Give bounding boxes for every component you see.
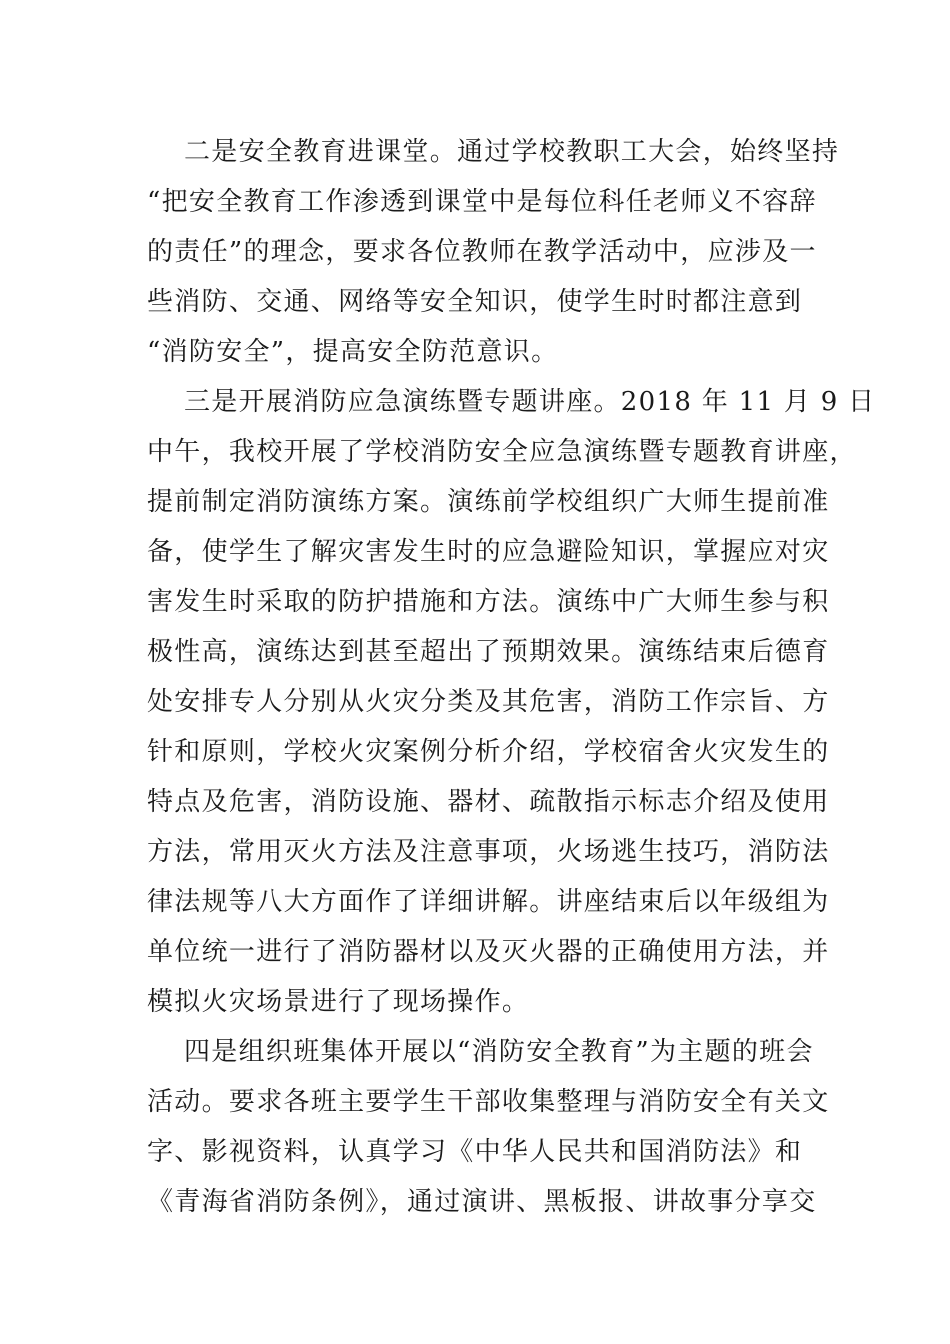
paragraph-2-line-4: 备，使学生了解灾害发生时的应急避险知识，掌握应对灾 (147, 537, 830, 567)
paragraph-3-line-3: 字、影视资料，认真学习《中华人民共和国消防法》和 (147, 1137, 803, 1167)
paragraph-3-line-1: 四是组织班集体开展以“消防安全教育”为主题的班会 (184, 1037, 814, 1067)
paragraph-2-line-6: 极性高，演练达到甚至超出了预期效果。演练结束后德育 (147, 637, 830, 667)
paragraph-1-line-4: 些消防、交通、网络等安全知识，使学生时时都注意到 (147, 287, 803, 317)
paragraph-2-line-8: 针和原则，学校火灾案例分析介绍，学校宿舍火灾发生的 (147, 737, 830, 767)
paragraph-2-line-3: 提前制定消防演练方案。演练前学校组织广大师生提前准 (147, 487, 830, 517)
paragraph-2-line-2: 中午，我校开展了学校消防安全应急演练暨专题教育讲座， (147, 437, 857, 467)
paragraph-3-line-4: 《青海省消防条例》，通过演讲、黑板报、讲故事分享交 (147, 1187, 817, 1217)
paragraph-2-line-1: 三是开展消防应急演练暨专题讲座。2018 年 11 月 9 日 (184, 387, 876, 417)
paragraph-2-line-12: 单位统一进行了消防器材以及灭火器的正确使用方法，并 (147, 937, 830, 967)
paragraph-2-line-9: 特点及危害，消防设施、器材、疏散指示标志介绍及使用 (147, 787, 830, 817)
paragraph-2-line-10: 方法，常用灭火方法及注意事项，火场逃生技巧，消防法 (147, 837, 830, 867)
paragraph-2-line-11: 律法规等八大方面作了详细讲解。讲座结束后以年级组为 (147, 887, 830, 917)
paragraph-1-line-5: “消防安全”，提高安全防范意识。 (147, 337, 559, 367)
paragraph-3-line-2: 活动。要求各班主要学生干部收集整理与消防安全有关文 (147, 1087, 830, 1117)
paragraph-1-line-1: 二是安全教育进课堂。通过学校教职工大会，始终坚持 (184, 137, 840, 167)
paragraph-2-line-7: 处安排专人分别从火灾分类及其危害，消防工作宗旨、方 (147, 687, 830, 717)
paragraph-2-line-5: 害发生时采取的防护措施和方法。演练中广大师生参与积 (147, 587, 830, 617)
paragraph-1-line-3: 的责任”的理念，要求各位教师在教学活动中，应涉及一 (147, 237, 817, 267)
paragraph-1-line-2: “把安全教育工作渗透到课堂中是每位科任老师义不容辞 (147, 187, 817, 217)
paragraph-2-line-13: 模拟火灾场景进行了现场操作。 (147, 987, 530, 1017)
